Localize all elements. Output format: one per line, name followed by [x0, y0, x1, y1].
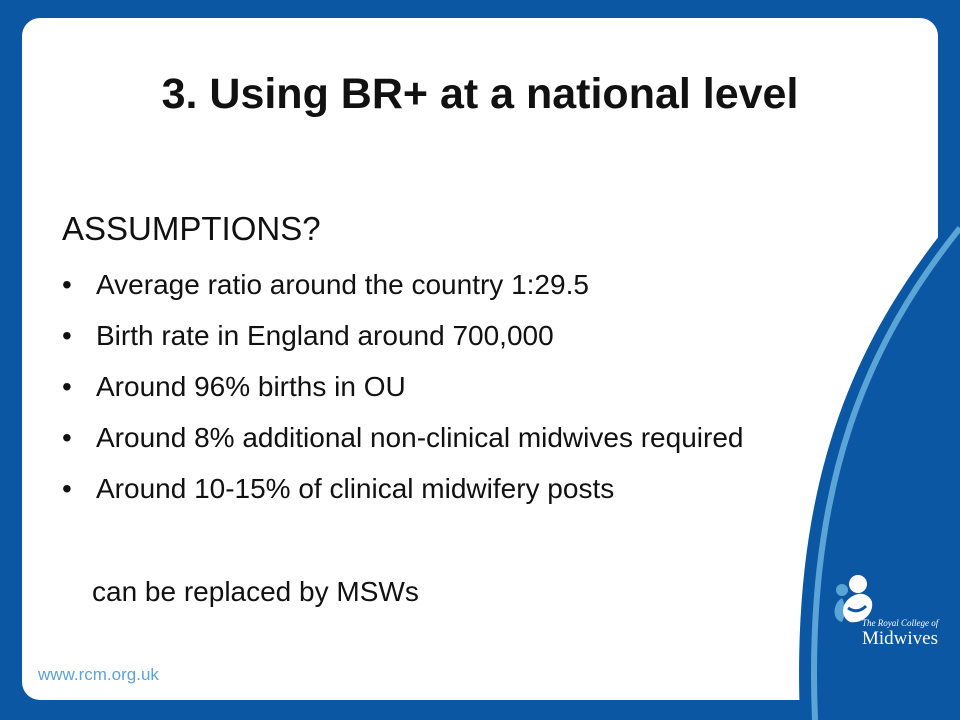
bullet-icon: •	[62, 320, 72, 351]
logo-subtitle: The Royal College of	[862, 618, 939, 628]
bullet-text: Birth rate in England around 700,000	[96, 320, 554, 351]
bullet-text: Average ratio around the country 1:29.5	[96, 269, 589, 300]
bullet-text: Around 10-15% of clinical midwifery posts	[96, 473, 615, 504]
bullet-icon: •	[62, 371, 72, 402]
list-item	[62, 268, 802, 301]
list-item	[62, 472, 802, 505]
assumption-list	[62, 268, 802, 523]
bullet-continuation: can be replaced by MSWs	[92, 576, 419, 607]
slide-title: 3. Using BR+ at a national level	[161, 70, 799, 118]
bullet-icon: •	[62, 269, 72, 300]
bullet-text: Around 96% births in OU	[96, 371, 406, 402]
list-item	[62, 319, 802, 352]
bullet-icon: •	[62, 422, 72, 453]
logo-name: Midwives	[862, 628, 938, 649]
footer-url: www.rcm.org.uk	[38, 665, 159, 684]
list-item	[62, 370, 802, 403]
list-item	[62, 421, 802, 454]
bullet-text: Around 8% additional non-clinical midwives required	[96, 422, 744, 453]
bullet-icon: •	[62, 473, 72, 504]
assumptions-heading: ASSUMPTIONS?	[62, 210, 321, 247]
